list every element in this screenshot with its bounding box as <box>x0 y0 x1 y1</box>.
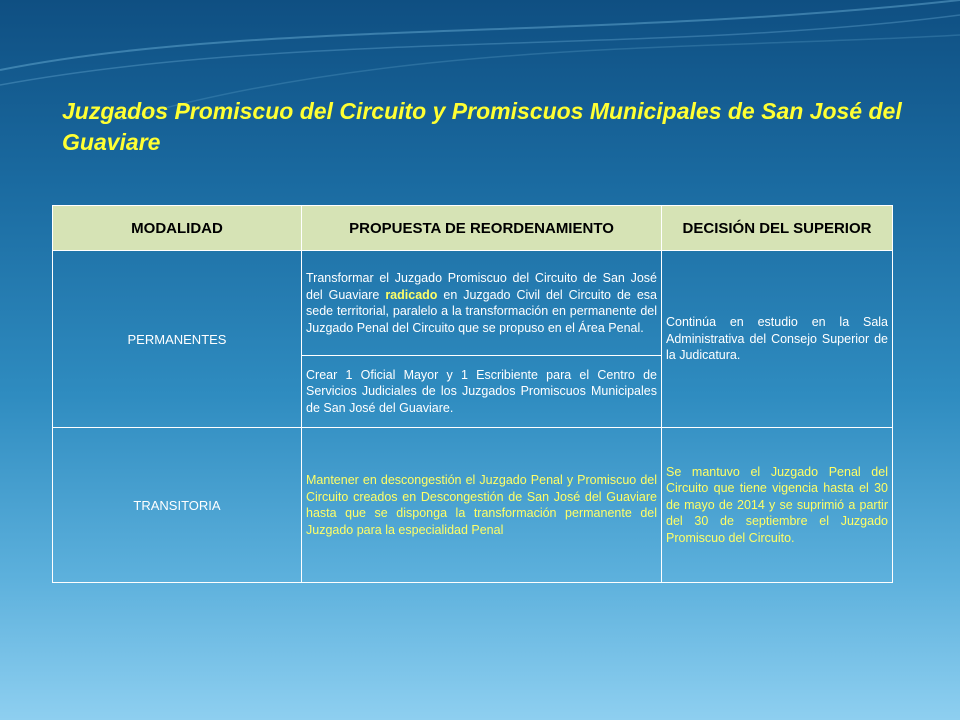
header-propuesta: PROPUESTA DE REORDENAMIENTO <box>302 206 662 251</box>
decision-permanentes: Continúa en estudio en la Sala Administrativa del Consejo Superior de la Judicatura. <box>662 251 893 428</box>
modalidad-permanentes: PERMANENTES <box>53 251 302 428</box>
propuesta-highlight: radicado <box>385 287 438 302</box>
table-row <box>53 251 893 356</box>
propuesta-permanentes-1 <box>302 251 662 356</box>
propuesta-text: en Juzgado Civil del Circuito de esa sede territorial, paralelo a la transformación en permanente del Juzgado Penal del Circuito que se propuso en el Área Penal. <box>306 287 657 335</box>
header-modalidad: MODALIDAD <box>53 206 302 251</box>
slide-title: Juzgados Promiscuo del Circuito y Promiscuos Municipales de San José del Guaviare <box>62 98 902 155</box>
modalidad-transitoria: TRANSITORIA <box>53 428 302 583</box>
propuesta-text: Transformar el Juzgado Promiscuo del Circuito de San José del Guaviare <box>306 271 657 302</box>
table-header-row <box>53 206 893 251</box>
table-row <box>53 428 893 583</box>
propuesta-permanentes-2: Crear 1 Oficial Mayor y 1 Escribiente para el Centro de Servicios Judiciales de los Juzgados Promiscuos Municipales de San José del Guaviare. <box>302 356 662 428</box>
decision-transitoria: Se mantuvo el Juzgado Penal del Circuito que tiene vigencia hasta el 30 de mayo de 2014 y se suprimió a partir del 30 de septiembre el Juzgado Promiscuo del Circuito. <box>662 428 893 583</box>
header-decision: DECISIÓN DEL SUPERIOR <box>662 206 893 251</box>
propuesta-transitoria: Mantener en descongestión el Juzgado Penal y Promiscuo del Circuito creados en Descongestión de San José del Guaviare hasta que se disponga la transformación permanente del Juzgado para la especialidad Penal <box>302 428 662 583</box>
reordering-table <box>52 205 893 583</box>
